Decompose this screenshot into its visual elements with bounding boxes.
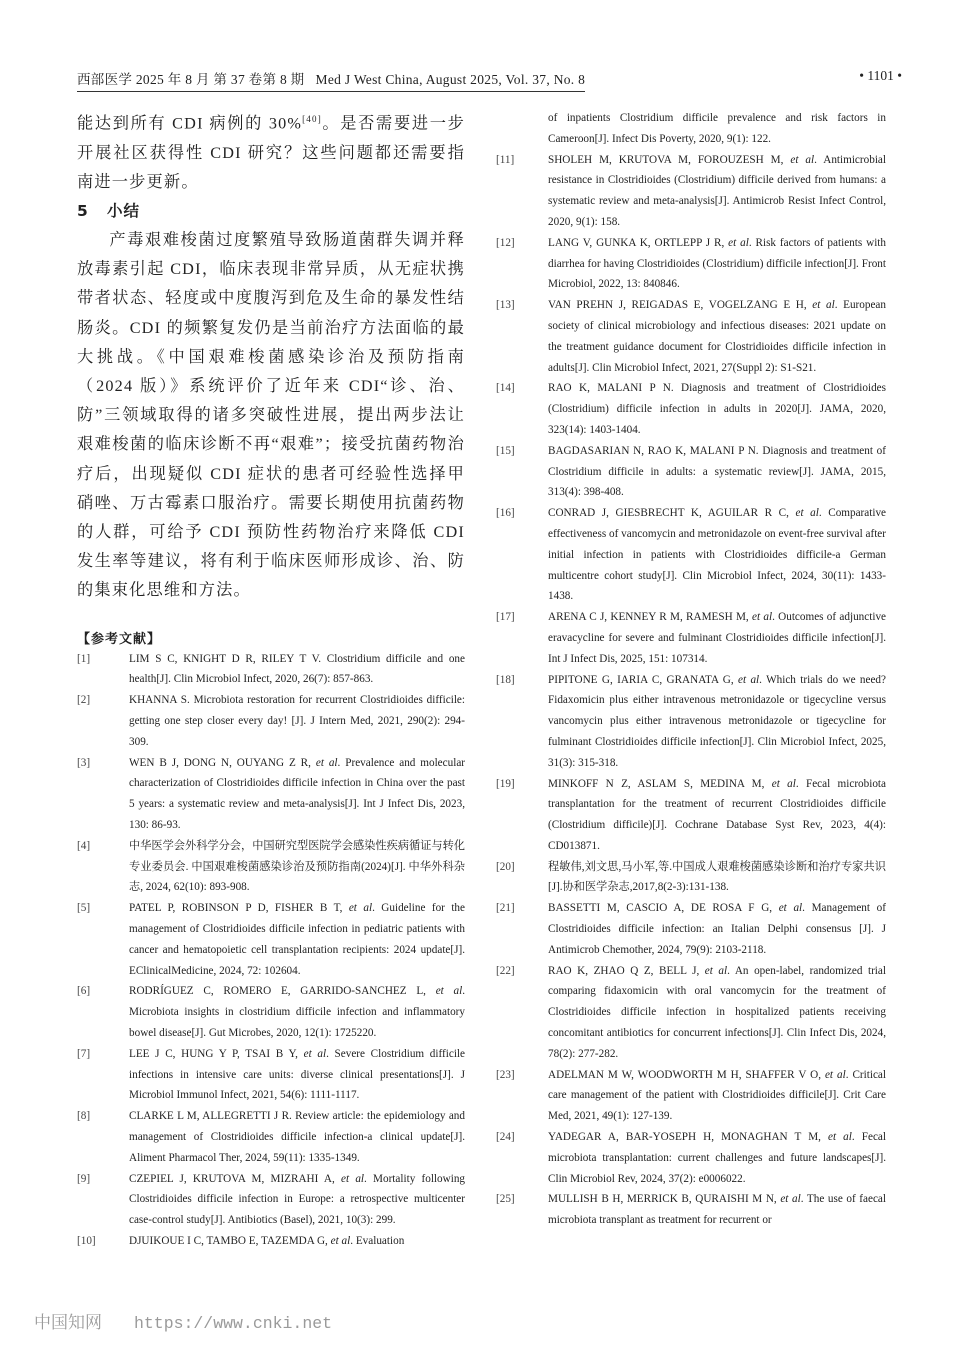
reference-text: KHANNA S. Microbiota restoration for recurrent Clostridioides difficile: getting one step closer every day! [J]. J Intern Med, 2021, 290(2): 294-309. bbox=[129, 694, 465, 748]
running-header bbox=[77, 68, 902, 90]
reference-number: [18] bbox=[496, 673, 515, 686]
reference-text: BASSETTI M, CASCIO A, DE ROSA F G, et al. Management of Clostridioides difficile infection: an Italian Delphi consensus [J]. J Antimicrob Chemother, 2024, 79(9): 2103-2118. bbox=[548, 902, 886, 956]
reference-item bbox=[496, 295, 886, 378]
reference-item bbox=[77, 898, 465, 981]
reference-text: LANG V, GUNKA K, ORTLEPP J R, et al. Risk factors of patients with diarrhea for having Clostridioides (Clostridium) difficile infection[J]. Front Microbiol, 2022, 13: 840846. bbox=[548, 236, 887, 291]
reference-text: SHOLEH M, KRUTOVA M, FOROUZESH M, et al. Antimicrobial resistance in Clostridioides (Clostridium) difficile derived from humans: a systematic review and meta-analysis[J]. Antimicrob Resist Infect Control, 2020, 9(1): 158. bbox=[548, 153, 886, 228]
reference-number: [21] bbox=[496, 902, 515, 915]
reference-number: [22] bbox=[496, 964, 515, 977]
reference-text: WEN B J, DONG N, OUYANG Z R, et al. Prevalence and molecular characterization of Clostridioides difficile infection in China over the past 5 years: a systematic review and meta-analysis[J]. Int J Infect Dis, 2023, 130: 86-93. bbox=[129, 756, 466, 832]
reference-text: ADELMAN M W, WOODWORTH M H, SHAFFER V O, et al. Critical care management of the patient with Clostridioides difficile[J]. Crit Care Med, 2021, 49(1): 127-139. bbox=[548, 1068, 886, 1123]
reference-text: CLARKE L M, ALLEGRETTI J R. Review article: the epidemiology and management of Clostridioides difficile infection-a clinical update[J]. Aliment Pharmacol Ther, 2024, 59(11): 1335-1349. bbox=[129, 1110, 465, 1164]
reference-number: [25] bbox=[496, 1193, 515, 1206]
reference-text: DJUIKOUE I C, TAMBO E, TAZEMDA G, et al. Evaluation bbox=[129, 1234, 405, 1247]
reference-number: [5] bbox=[77, 902, 91, 915]
reference-number: [20] bbox=[496, 860, 515, 873]
reference-item bbox=[77, 981, 465, 1043]
section-title: 小结 bbox=[107, 202, 141, 220]
cnki-url-link[interactable]: https://www.cnki.net bbox=[134, 1314, 333, 1333]
reference-number: [3] bbox=[77, 756, 91, 769]
reference-number: [11] bbox=[496, 153, 515, 166]
reference-item bbox=[77, 649, 465, 691]
reference-number: [24] bbox=[496, 1131, 515, 1144]
summary-paragraph bbox=[77, 226, 465, 606]
continuation-text-rest: 。是否需要进一步开展社区获得性 CDI 研究？这些问题都还需要指南进一步更新。 bbox=[77, 114, 465, 191]
reference-number: [1] bbox=[77, 652, 91, 665]
journal-name-en: Med J West China, August 2025, Vol. 37, No. 8 bbox=[315, 72, 586, 87]
reference-item bbox=[496, 961, 886, 1065]
reference-number: [2] bbox=[77, 694, 91, 707]
reference-item bbox=[77, 1231, 465, 1252]
reference-text: LIM S C, KNIGHT D R, RILEY T V. Clostridium difficile and one health[J]. Clin Microbiol Infect, 2020, 26(7): 857-863. bbox=[129, 652, 465, 686]
page-number: • 1101 • bbox=[859, 68, 902, 83]
reference-text: CZEPIEL J, KRUTOVA M, MIZRAHI A, et al. Mortality following Clostridioides difficile infection in Europe: a retrospective multicenter case-control study[J]. Antibiotics (Basel), 2021, 10(3): 299. bbox=[129, 1172, 466, 1227]
reference-number: [8] bbox=[77, 1110, 91, 1123]
reference-number: [13] bbox=[496, 299, 515, 312]
reference-number: [16] bbox=[496, 507, 515, 520]
reference-item bbox=[496, 774, 886, 857]
reference-item bbox=[496, 378, 886, 440]
reference-number: [9] bbox=[77, 1172, 91, 1185]
reference-item bbox=[77, 690, 465, 752]
reference-text: BAGDASARIAN N, RAO K, MALANI P N. Diagnosis and treatment of Clostridium difficile in adults: a systematic review[J]. JAMA, 2015, 313(4): 398-408. bbox=[548, 444, 886, 499]
reference-item bbox=[496, 1065, 886, 1127]
reference-number: [19] bbox=[496, 777, 515, 790]
reference-text: PATEL P, ROBINSON P D, FISHER B T, et al. Guideline for the management of Clostridioides difficile infection in pediatric patients with cancer and hematopoietic cell transplantation recipients: 2024 update[J]. EClinicalMedicine, 2024, 72: 102604. bbox=[129, 902, 465, 977]
reference-item bbox=[496, 1127, 886, 1189]
reference-text: LEE J C, HUNG Y P, TSAI B Y, et al. Severe Clostridium difficile infections in intensive care units: diverse clinical presentations[J]. J Microbiol Immunol Infect, 2021, 54(6): 1111-1117. bbox=[129, 1047, 466, 1102]
reference-item bbox=[496, 503, 886, 607]
reference-number: [17] bbox=[496, 611, 515, 624]
section-number: 5 bbox=[77, 202, 89, 220]
reference-item bbox=[496, 898, 886, 960]
journal-name-cn: 西部医学 2025 年 8 月 第 37 卷第 8 期 bbox=[77, 72, 305, 87]
reference-text: of inpatients Clostridium difficile prevalence and risk factors in Cameroon[J]. Infect Dis Poverty, 2020, 9(1): 122. bbox=[548, 112, 886, 145]
reference-text: RODRÍGUEZ C, ROMERO E, GARRIDO-SANCHEZ L, et al. Microbiota insights in clostridium difficile infection and inflammatory bowel disease[J]. Gut Microbes, 2020, 12(1): 1725220. bbox=[129, 985, 465, 1039]
reference-item bbox=[496, 150, 886, 233]
reference-item bbox=[496, 857, 886, 899]
section-heading bbox=[77, 197, 465, 226]
reference-number: [23] bbox=[496, 1068, 515, 1081]
journal-citation-line bbox=[77, 68, 585, 92]
reference-item bbox=[496, 233, 886, 295]
reference-text: RAO K, ZHAO Q Z, BELL J, et al. An open-label, randomized trial comparing fidaxomicin with oral vancomycin for the treatment of Clostridioides difficile infection in hospitalized patients receiving concomitant antibiotics for concurrent infections[J]. Clin Infect Dis, 2024, 78(2): 277-282. bbox=[548, 964, 886, 1060]
cnki-logo: 中国知网 bbox=[34, 1313, 102, 1333]
reference-text: 中华医学会外科学分会，中国研究型医院学会感染性疾病循证与转化专业委员会. 中国艰难梭菌感染诊治及预防指南(2024)[J]. 中华外科杂志, 2024, 62(10): 893-908. bbox=[129, 839, 465, 894]
reference-item bbox=[496, 607, 886, 669]
reference-number: [6] bbox=[77, 985, 91, 998]
right-column bbox=[496, 108, 886, 1231]
reference-item bbox=[77, 1044, 465, 1106]
reference-text: 程敏伟,刘文思,马小军,等.中国成人艰难梭菌感染诊断和治疗专家共识[J].协和医学杂志,2017,8(2-3):131-138. bbox=[548, 860, 886, 894]
reference-text: ARENA C J, KENNEY R M, RAMESH M, et al. Outcomes of adjunctive eravacycline for severe and fulminant Clostridioides difficile infection[J]. Int J Infect Dis, 2025, 151: 107314. bbox=[548, 611, 887, 665]
reference-text: VAN PREHN J, REIGADAS E, VOGELZANG E H, et al. European society of clinical microbiology and infectious diseases: 2021 update on the treatment guidance document for Clostridioides difficile infection in adults[J]. Clin Microbiol Infect, 2021, 27(Suppl 2): S1-S21. bbox=[548, 299, 886, 374]
reference-item bbox=[77, 753, 465, 836]
reference-text: PIPITONE G, IARIA C, GRANATA G, et al. Which trials do we need? Fidaxomicin plus either intravenous metronidazole or tigecycline versus vancomycin plus either intravenous metronidazole or tigecycline for fulminant Clostridioides difficile infection[J]. Clin Microbiol Infect, 2025, 31(3): 315-318. bbox=[548, 673, 886, 769]
reference-item bbox=[496, 1189, 886, 1231]
reference-number: [10] bbox=[77, 1234, 96, 1247]
reference-text: RAO K, MALANI P N. Diagnosis and treatment of Clostridioides (Clostridium) difficile infection in adults in 2020[J]. JAMA, 2020, 323(14): 1403-1404. bbox=[548, 382, 886, 436]
reference-list-left bbox=[77, 649, 465, 1252]
reference-text: MULLISH B H, MERRICK B, QURAISHI M N, et al. The use of faecal microbiota transplant as treatment for recurrent or bbox=[548, 1193, 886, 1227]
reference-item bbox=[77, 1169, 465, 1231]
reference-item bbox=[77, 1106, 465, 1168]
references-heading: 【参考文献】 bbox=[77, 631, 162, 647]
citation-superscript[interactable]: [40] bbox=[302, 114, 322, 124]
reference-number: [14] bbox=[496, 382, 515, 395]
reference-item bbox=[77, 836, 465, 898]
summary-text: 产毒艰难梭菌过度繁殖导致肠道菌群失调并释放毒素引起 CDI，临床表现非常异质，从无症状携带者状态、轻度或中度腹泻到危及生命的暴发性结肠炎。CDI 的频繁复发仍是当前治疗方法面临的最大挑战。《中国艰难梭菌感染诊治及预防指南（2024 版）》系统评价了近年来 CDI“诊、治、防”三领域取得的诸多突破性进展，提出两步法让艰难梭菌的临床诊断不再“艰难”；接受抗菌药物治疗后，出现疑似 CDI 症状的患者可经验性选择甲硝唑、万古霉素口服治疗。需要长期使用抗菌药物的人群，可给予 CDI 预防性药物治疗来降低 CDI 发生率等建议，将有利于临床医师形成诊、治、防的集束化思维和方法。 bbox=[77, 231, 465, 600]
continuation-text: 能达到所有 CDI 病例的 30% bbox=[77, 114, 303, 133]
continuation-paragraph bbox=[77, 105, 465, 197]
watermark-footer bbox=[34, 1308, 332, 1333]
reference-text: MINKOFF N Z, ASLAM S, MEDINA M, et al. Fecal microbiota transplantation for the treatment of recurrent Clostridioides difficile (Clostridium difficile)[J]. Cochrane Database Syst Rev, 2023, 4(4): CD013871. bbox=[548, 777, 887, 852]
reference-text: CONRAD J, GIESBRECHT K, AGUILAR R C, et al. Comparative effectiveness of vancomycin and metronidazole on event-free survival after initial infection in patients with Clostridioides difficile-a German multicentre cohort study[J]. Clin Microbiol Infect, 2024, 30(11): 1433-1438. bbox=[548, 507, 887, 603]
reference-item bbox=[496, 441, 886, 503]
reference-number: [4] bbox=[77, 839, 91, 852]
left-column bbox=[77, 105, 465, 1252]
reference-number: [7] bbox=[77, 1047, 91, 1060]
reference-item bbox=[496, 670, 886, 774]
reference-text: YADEGAR A, BAR-YOSEPH H, MONAGHAN T M, et al. Fecal microbiota transplantation: current challenges and future landscapes[J]. Clin Microbiol Rev, 2024, 37(2): e0006022. bbox=[548, 1131, 886, 1185]
reference-number: [15] bbox=[496, 444, 515, 457]
reference-list-right bbox=[496, 108, 886, 1231]
reference-number: [12] bbox=[496, 236, 515, 249]
reference-item bbox=[496, 108, 886, 150]
